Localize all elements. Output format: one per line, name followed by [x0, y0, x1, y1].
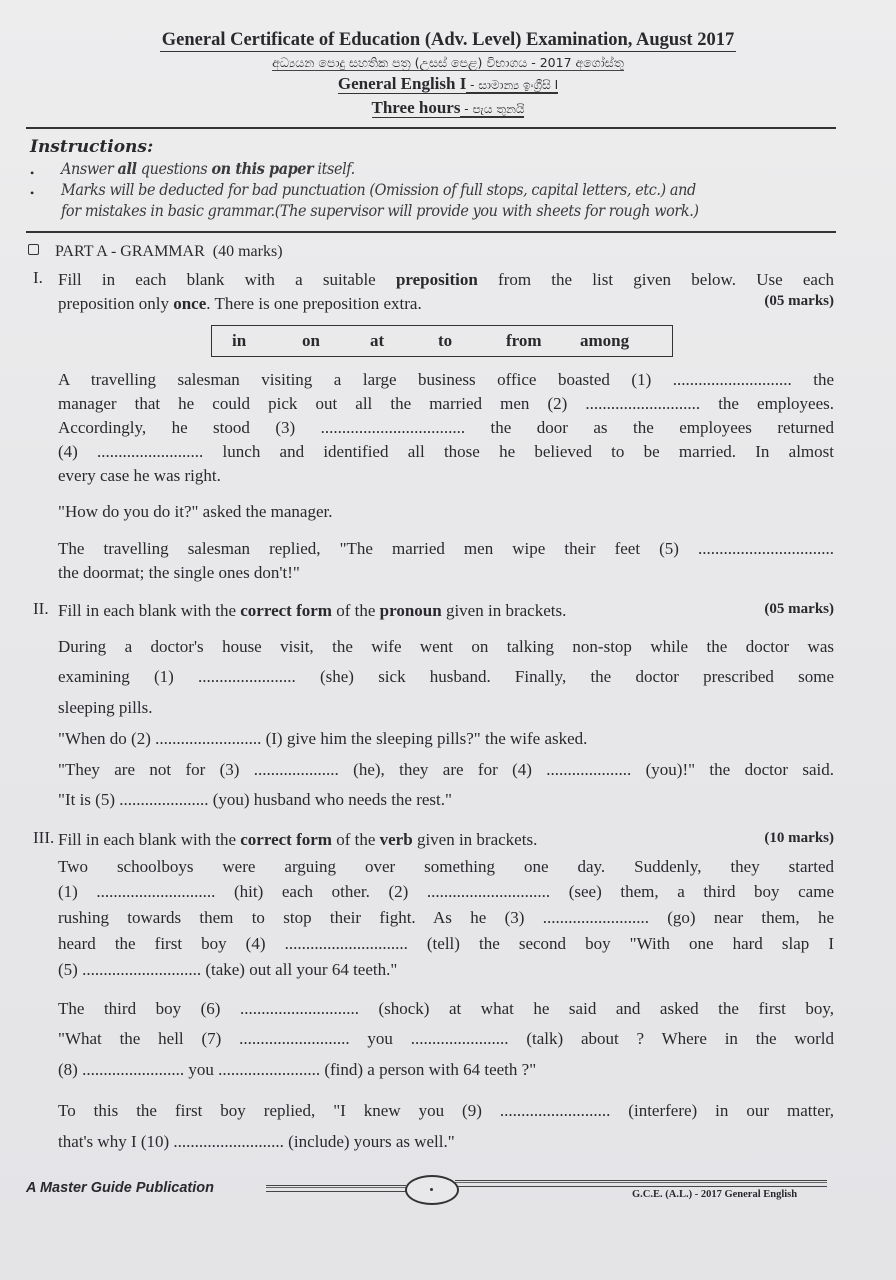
q3-marks: (10 marks) — [764, 830, 834, 846]
instruction-emphasis: all — [117, 159, 137, 178]
exam-title-sinhala — [0, 55, 896, 71]
emphasis: correct form — [240, 830, 332, 849]
preposition-option: at — [370, 331, 385, 350]
subject-text: General English I — [337, 74, 467, 93]
subject-separator: - — [466, 78, 479, 92]
preposition-option: among — [580, 331, 630, 350]
exam-title-sinhala-text: අධ්‍යයන පොදු සහතික පත්‍ර (උසස් පෙළ) විභාගය - 2017 අගෝස්තු — [272, 55, 624, 70]
q2-passage-line: "When do (2) ......................... (I) give him the sleeping pills?" the wife asked. — [58, 729, 588, 748]
instruction-text: Answer — [61, 159, 118, 178]
footer-rule-left — [266, 1185, 406, 1192]
q2-passage-line: sleeping pills. — [58, 698, 153, 717]
q3-passage-line: heard the first boy (4) ............................. (tell) the second boy "With one hard slap I — [58, 934, 834, 953]
series-label: G.C.E. (A.L.) - 2017 General English — [632, 1189, 798, 1200]
q2-passage-line: "They are not for (3) .................... (he), they are for (4) .................... (you)!" the doctor said. — [58, 760, 834, 779]
bullet-icon: • — [30, 186, 35, 200]
q3-passage-line: The third boy (6) ............................ (shock) at what he said and asked the first boy, — [58, 999, 834, 1018]
text: of the — [331, 830, 380, 849]
q2-passage-line: During a doctor's house visit, the wife went on talking non-stop while the doctor was — [58, 637, 834, 656]
duration-separator: - — [460, 102, 473, 116]
footer-rule-right — [455, 1180, 827, 1187]
text: preposition only — [58, 294, 174, 313]
exam-title — [0, 30, 896, 51]
instructions-divider — [26, 231, 836, 233]
preposition-option: on — [302, 331, 320, 350]
emphasis: correct form — [240, 601, 332, 620]
q2-passage-line: examining (1) ....................... (she) sick husband. Finally, the doctor prescribed some — [58, 667, 834, 686]
text: from the list given below. Use each — [477, 270, 834, 289]
instruction-item-cont: for mistakes in basic grammar.(The supervisor will provide you with sheets for rough work.) — [61, 201, 699, 220]
header-divider — [26, 127, 836, 129]
duration-heading — [0, 98, 896, 118]
page-number-dot — [430, 1188, 433, 1191]
q1-reply: The travelling salesman replied, "The married men wipe their feet (5) ................................ — [58, 539, 834, 558]
instruction-item — [61, 158, 841, 179]
question-number: I. — [33, 268, 43, 287]
exam-title-text: General Certificate of Education (Adv. Level) Examination, August 2017 — [161, 30, 735, 50]
instruction-text: questions — [136, 159, 212, 178]
subject-heading — [0, 74, 896, 94]
q1-passage-line: Accordingly, he stood (3) .................................. the door as the employees returned — [58, 418, 834, 437]
preposition-option: to — [438, 331, 453, 350]
question-number: II. — [33, 599, 49, 618]
text: Fill in each blank with the — [58, 601, 241, 620]
text: of the — [331, 601, 380, 620]
instructions-title: Instructions: — [30, 137, 154, 157]
emphasis: pronoun — [379, 601, 442, 620]
text: Fill in each blank with the — [58, 830, 241, 849]
preposition-option: in — [232, 331, 247, 350]
q2-instruction — [58, 599, 834, 623]
q1-passage-line: every case he was right. — [58, 466, 221, 485]
q3-passage-line: rushing towards them to stop their fight. As he (3) ......................... (go) near them, he — [58, 908, 834, 927]
bullet-icon: • — [30, 166, 35, 180]
part-a-marks: (40 marks) — [212, 243, 283, 260]
emphasis: verb — [379, 830, 413, 849]
q3-passage-line: Two schoolboys were arguing over something one day. Suddenly, they started — [58, 857, 834, 876]
q3-passage-line: (8) ........................ you ........................ (find) a person with 64 teeth ?" — [58, 1060, 537, 1079]
page-number-oval — [405, 1175, 459, 1205]
q3-passage-line: "What the hell (7) .......................... you ....................... (talk) about ? Where in the world — [58, 1029, 834, 1048]
q1-instruction-cont — [58, 292, 834, 316]
text: . There is one preposition extra. — [206, 294, 422, 313]
q1-passage-line: A travelling salesman visiting a large business office boasted (1) ............................ the — [58, 370, 834, 389]
text: given in brackets. — [412, 830, 538, 849]
emphasis: preposition — [395, 270, 478, 289]
publisher-label: A Master Guide Publication — [26, 1180, 214, 1196]
preposition-option: from — [506, 331, 542, 350]
subject-sinhala: සාමාන්‍ය ඉංග්‍රීසි I — [478, 78, 559, 92]
q3-instruction — [58, 828, 834, 852]
q1-instruction — [58, 268, 834, 292]
q2-marks: (05 marks) — [764, 601, 834, 617]
q3-passage-line: that's why I (10) .......................... (include) yours as well." — [58, 1132, 455, 1151]
q3-passage-line: To this the first boy replied, "I knew you (9) .......................... (interfere) in our matter, — [58, 1101, 834, 1120]
q3-passage-line: (5) ............................ (take) out all your 64 teeth." — [58, 960, 398, 979]
text: Fill in each blank with a suitable — [58, 270, 396, 289]
instruction-item: Marks will be deducted for bad punctuation (Omission of full stops, capital letters, etc.) and — [61, 180, 696, 199]
q2-passage-line: "It is (5) ..................... (you) husband who needs the rest." — [58, 790, 452, 809]
checkbox-square-icon — [28, 244, 39, 255]
q1-marks: (05 marks) — [764, 293, 834, 309]
preposition-box — [211, 325, 673, 357]
emphasis: once — [173, 294, 207, 313]
duration-text: Three hours — [371, 98, 461, 117]
q1-passage-line: manager that he could pick out all the married men (2) ........................... the employees. — [58, 394, 834, 413]
q1-passage-line: (4) ......................... lunch and identified all those he believed to be married. In almost — [58, 442, 834, 461]
q1-dialogue: "How do you do it?" asked the manager. — [58, 502, 333, 521]
question-number: III. — [33, 828, 55, 847]
duration-sinhala: පැය තුනයි — [472, 102, 525, 116]
part-a-heading — [28, 243, 283, 261]
text: given in brackets. — [441, 601, 567, 620]
part-a-title: PART A - GRAMMAR — [55, 243, 205, 260]
q1-reply-cont: the doormat; the single ones don't!" — [58, 563, 300, 582]
instruction-emphasis: on this paper — [211, 159, 314, 178]
instruction-text: itself. — [313, 159, 355, 178]
q3-passage-line: (1) ............................ (hit) each other. (2) ............................. (see) them, a third boy came — [58, 882, 834, 901]
